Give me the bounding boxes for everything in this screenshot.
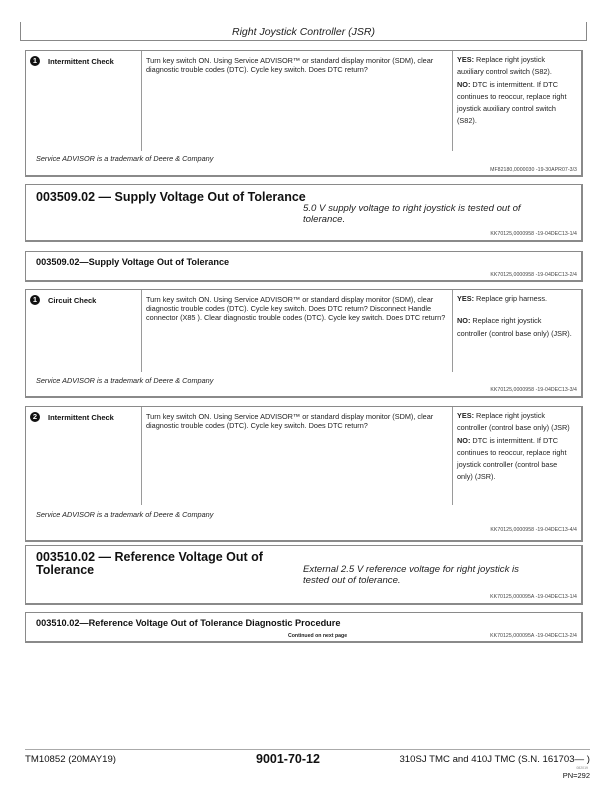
step-description: Turn key switch ON. Using Service ADVISOR™ or standard display monitor (SDM), clear diagnostic trouble codes (DTC). Cycle key switch. Does DTC return? Disconnect Handle connector (X85 ). Clear diagnostic trouble codes (DTC). Cycle key switch. Does DTC return?	[146, 295, 446, 323]
step-label: Intermittent Check	[48, 56, 114, 66]
page-code: 9001-70-12	[256, 752, 320, 766]
procedure-title: 003510.02—Reference Voltage Out of Tolerance Diagnostic Procedure	[36, 618, 341, 628]
step-label: Intermittent Check	[48, 412, 114, 422]
page-number: PN=292	[562, 771, 590, 780]
reference-code: KK70125,000095A -19-04DEC13-1/4	[490, 594, 577, 600]
dtc-title-line-2: Tolerance	[36, 563, 95, 577]
reference-code: KK70125,0000958 -19-04DEC13-1/4	[490, 231, 577, 237]
reference-code: MF82180,0000030 -19-30APR07-3/3	[490, 167, 577, 173]
procedure-title: 003509.02—Supply Voltage Out of Tolerance	[36, 257, 230, 267]
dtc-summary-block-003510	[25, 545, 583, 605]
dtc-title: 003509.02 — Supply Voltage Out of Tolerance	[36, 190, 306, 204]
step-number-icon: 2	[30, 412, 40, 422]
yes-answer: YES: Replace right joystick auxiliary control switch (S82).	[457, 55, 552, 77]
step-block-circuit-check	[25, 289, 583, 398]
column-divider	[141, 51, 142, 151]
print-code: 082019	[576, 766, 588, 770]
step-answers	[457, 410, 572, 484]
step-description: Turn key switch ON. Using Service ADVISOR™ or standard display monitor (SDM), clear diagnostic trouble codes (DTC). Cycle key switch. Does DTC return?	[146, 412, 434, 431]
page-header	[20, 22, 587, 41]
trademark-note: Service ADVISOR is a trademark of Deere & Company	[36, 154, 214, 163]
no-answer: NO: DTC is intermittent. If DTC continues to reoccur, replace right joystick controller (control base only) (JSR).	[457, 435, 567, 482]
yes-answer: YES: Replace grip harness.	[457, 294, 548, 303]
step-heading	[30, 295, 96, 305]
step-answers	[457, 293, 572, 340]
reference-code: KK70125,0000958 -19-04DEC13-4/4	[490, 527, 577, 533]
continued-note: Continued on next page	[288, 633, 348, 639]
procedure-heading-block-003509	[25, 251, 583, 282]
reference-code: KK70125,000095A -19-04DEC13-2/4	[490, 633, 577, 639]
column-divider	[452, 51, 453, 151]
column-divider	[141, 290, 142, 372]
dtc-summary-block-003509	[25, 184, 583, 242]
step-label: Circuit Check	[48, 295, 97, 305]
reference-code: KK70125,0000958 -19-04DEC13-3/4	[490, 387, 577, 393]
column-divider	[141, 407, 142, 505]
step-number-icon: 1	[30, 56, 40, 66]
dtc-title-line-1: 003510.02 — Reference Voltage Out of	[36, 550, 263, 564]
column-divider	[452, 290, 453, 372]
no-answer: NO: Replace right joystick controller (control base only) (JSR).	[457, 316, 572, 338]
model-info: 310SJ TMC and 410J TMC (S.N. 161703— )	[399, 754, 590, 765]
page-title: Right Joystick Controller (JSR)	[232, 26, 375, 38]
dtc-description: External 2.5 V reference voltage for right joystick is tested out of tolerance.	[303, 564, 519, 587]
step-answers	[457, 54, 572, 128]
no-answer: NO: DTC is intermittent. If DTC continues to reoccur, replace right joystick auxiliary control switch (S82).	[457, 79, 567, 126]
trademark-note: Service ADVISOR is a trademark of Deere & Company	[36, 510, 214, 519]
footer-divider	[25, 749, 590, 750]
yes-answer: YES: Replace right joystick controller (control base only) (JSR)	[457, 411, 570, 433]
step-description: Turn key switch ON. Using Service ADVISOR™ or standard display monitor (SDM), clear diagnostic trouble codes (DTC). Cycle key switch. Does DTC return?	[146, 56, 434, 75]
procedure-heading-block-003510	[25, 612, 583, 643]
column-divider	[452, 407, 453, 505]
step-block-intermittent-check-1	[25, 50, 583, 177]
step-number-icon: 1	[30, 295, 40, 305]
step-heading	[30, 56, 114, 66]
manual-id: TM10852 (20MAY19)	[25, 754, 117, 765]
step-block-intermittent-check-2	[25, 406, 583, 542]
step-heading	[30, 412, 114, 422]
trademark-note: Service ADVISOR is a trademark of Deere & Company	[36, 376, 214, 385]
dtc-title	[36, 551, 263, 577]
reference-code: KK70125,0000958 -19-04DEC13-2/4	[490, 272, 577, 278]
dtc-description: 5.0 V supply voltage to right joystick is tested out of tolerance.	[303, 203, 521, 226]
